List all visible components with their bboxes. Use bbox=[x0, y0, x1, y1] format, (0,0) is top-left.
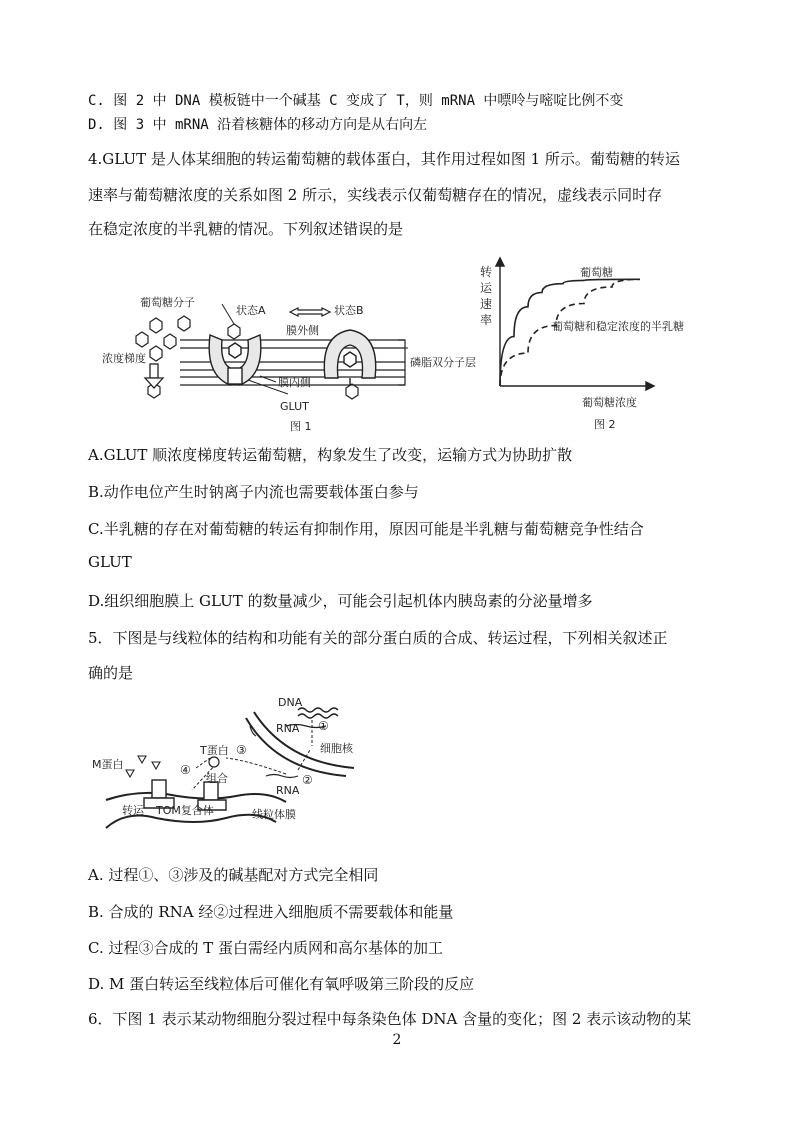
q5-stem-line-1: 5．下图是与线粒体的结构和功能有关的部分蛋白质的合成、转运过程，下列相关叙述正 bbox=[88, 629, 668, 647]
q4-stem-line-1: 4.GLUT 是人体某细胞的转运葡萄糖的载体蛋白，其作用过程如图 1 所示。葡萄糖的转运 bbox=[88, 150, 680, 168]
label-glut: GLUT bbox=[280, 400, 309, 413]
q4-option-b: B.动作电位产生时钠离子内流也需要载体蛋白参与 bbox=[88, 483, 419, 501]
label-t-protein: T蛋白 bbox=[200, 744, 229, 757]
q5-stem-line-2: 确的是 bbox=[88, 664, 134, 682]
rna-cytoplasm bbox=[266, 775, 298, 778]
dna-strand bbox=[298, 708, 338, 712]
label-bilayer: 磷脂双分子层 bbox=[410, 356, 476, 369]
label-nucleus: 细胞核 bbox=[320, 742, 353, 755]
label-step-2: ② bbox=[302, 773, 313, 787]
label-transport: 转运 bbox=[122, 804, 144, 817]
figure-1-caption: 图 1 bbox=[290, 420, 312, 433]
label-step-1: ① bbox=[318, 719, 329, 733]
label-state-b: 状态B bbox=[334, 304, 364, 317]
q3-option-d: D. 图 3 中 mRNA 沿着核糖体的移动方向是从右向左 bbox=[88, 117, 428, 133]
label-outer-side: 膜外侧 bbox=[286, 324, 319, 337]
label-glucose-molecule: 葡萄糖分子 bbox=[140, 296, 195, 309]
y-axis-label-char-4: 率 bbox=[480, 313, 493, 327]
q4-option-c-line-2: GLUT bbox=[88, 553, 132, 571]
gradient-arrow bbox=[145, 364, 163, 388]
label-tom-complex: TOM复合体 bbox=[156, 804, 214, 817]
label-m-protein: M蛋白 bbox=[92, 758, 124, 771]
mitochondria-protein-figure bbox=[92, 690, 376, 850]
q4-option-d: D.组织细胞膜上 GLUT 的数量减少，可能会引起机体内胰岛素的分泌量增多 bbox=[88, 592, 593, 610]
label-mitochondria-membrane: 线粒体膜 bbox=[252, 808, 296, 821]
label-gradient: 浓度梯度 bbox=[102, 352, 146, 365]
q4-stem-line-2: 速率与葡萄糖浓度的关系如图 2 所示，实线表示仅葡萄糖存在的情况，虚线表示同时存 bbox=[88, 186, 663, 204]
q4-stem-line-3: 在稳定浓度的半乳糖的情况。下列叙述错误的是 bbox=[88, 220, 404, 238]
q6-stem-line-1: 6．下图 1 表示某动物细胞分裂过程中每条染色体 DNA 含量的变化；图 2 表示该动物的某 bbox=[88, 1010, 692, 1028]
y-axis-label-char-1: 转 bbox=[480, 265, 493, 279]
label-dna: DNA bbox=[278, 696, 303, 709]
q5-option-c: C. 过程③合成的 T 蛋白需经内质网和高尔基体的加工 bbox=[88, 939, 444, 957]
q4-option-a: A.GLUT 顺浓度梯度转运葡萄糖，构象发生了改变，运输方式为协助扩散 bbox=[88, 446, 573, 464]
m-protein-triangles bbox=[126, 756, 160, 777]
x-axis-label: 葡萄糖浓度 bbox=[582, 396, 637, 409]
glut-transport-figure bbox=[102, 290, 493, 440]
label-step-3: ③ bbox=[236, 743, 247, 757]
legend-glucose: 葡萄糖 bbox=[580, 266, 613, 279]
label-state-a: 状态A bbox=[236, 304, 266, 317]
q4-option-c-line-1: C.半乳糖的存在对葡萄糖的转运有抑制作用，原因可能是半乳糖与葡萄糖竞争性结合 bbox=[88, 520, 644, 538]
q5-option-d: D. M 蛋白转运至线粒体后可催化有氧呼吸第三阶段的反应 bbox=[88, 975, 475, 993]
label-rna-top: RNA bbox=[276, 722, 300, 735]
page-number: 2 bbox=[392, 1032, 402, 1048]
q3-option-c: C. 图 2 中 DNA 模板链中一个碱基 C 变成了 T，则 mRNA 中嘌呤与嘧啶比例不变 bbox=[88, 93, 624, 109]
figure-2-caption: 图 2 bbox=[594, 418, 616, 431]
mitochondria-membrane bbox=[106, 793, 286, 802]
transport-rate-chart bbox=[470, 256, 710, 440]
label-rna-bottom: RNA bbox=[276, 784, 300, 797]
label-inner-side: 膜内侧 bbox=[278, 376, 311, 389]
q5-option-a: A. 过程①、③涉及的碱基配对方式完全相同 bbox=[88, 866, 379, 884]
q5-option-b: B. 合成的 RNA 经②过程进入细胞质不需要载体和能量 bbox=[88, 903, 454, 921]
y-axis-label-char-2: 运 bbox=[480, 281, 493, 295]
label-step-4: ④ bbox=[180, 763, 191, 777]
legend-glucose-galactose: 葡萄糖和稳定浓度的半乳糖 bbox=[552, 320, 684, 333]
label-combine: 组合 bbox=[206, 772, 228, 785]
state-arrow bbox=[290, 308, 330, 316]
y-axis-label-char-3: 速 bbox=[480, 297, 493, 311]
